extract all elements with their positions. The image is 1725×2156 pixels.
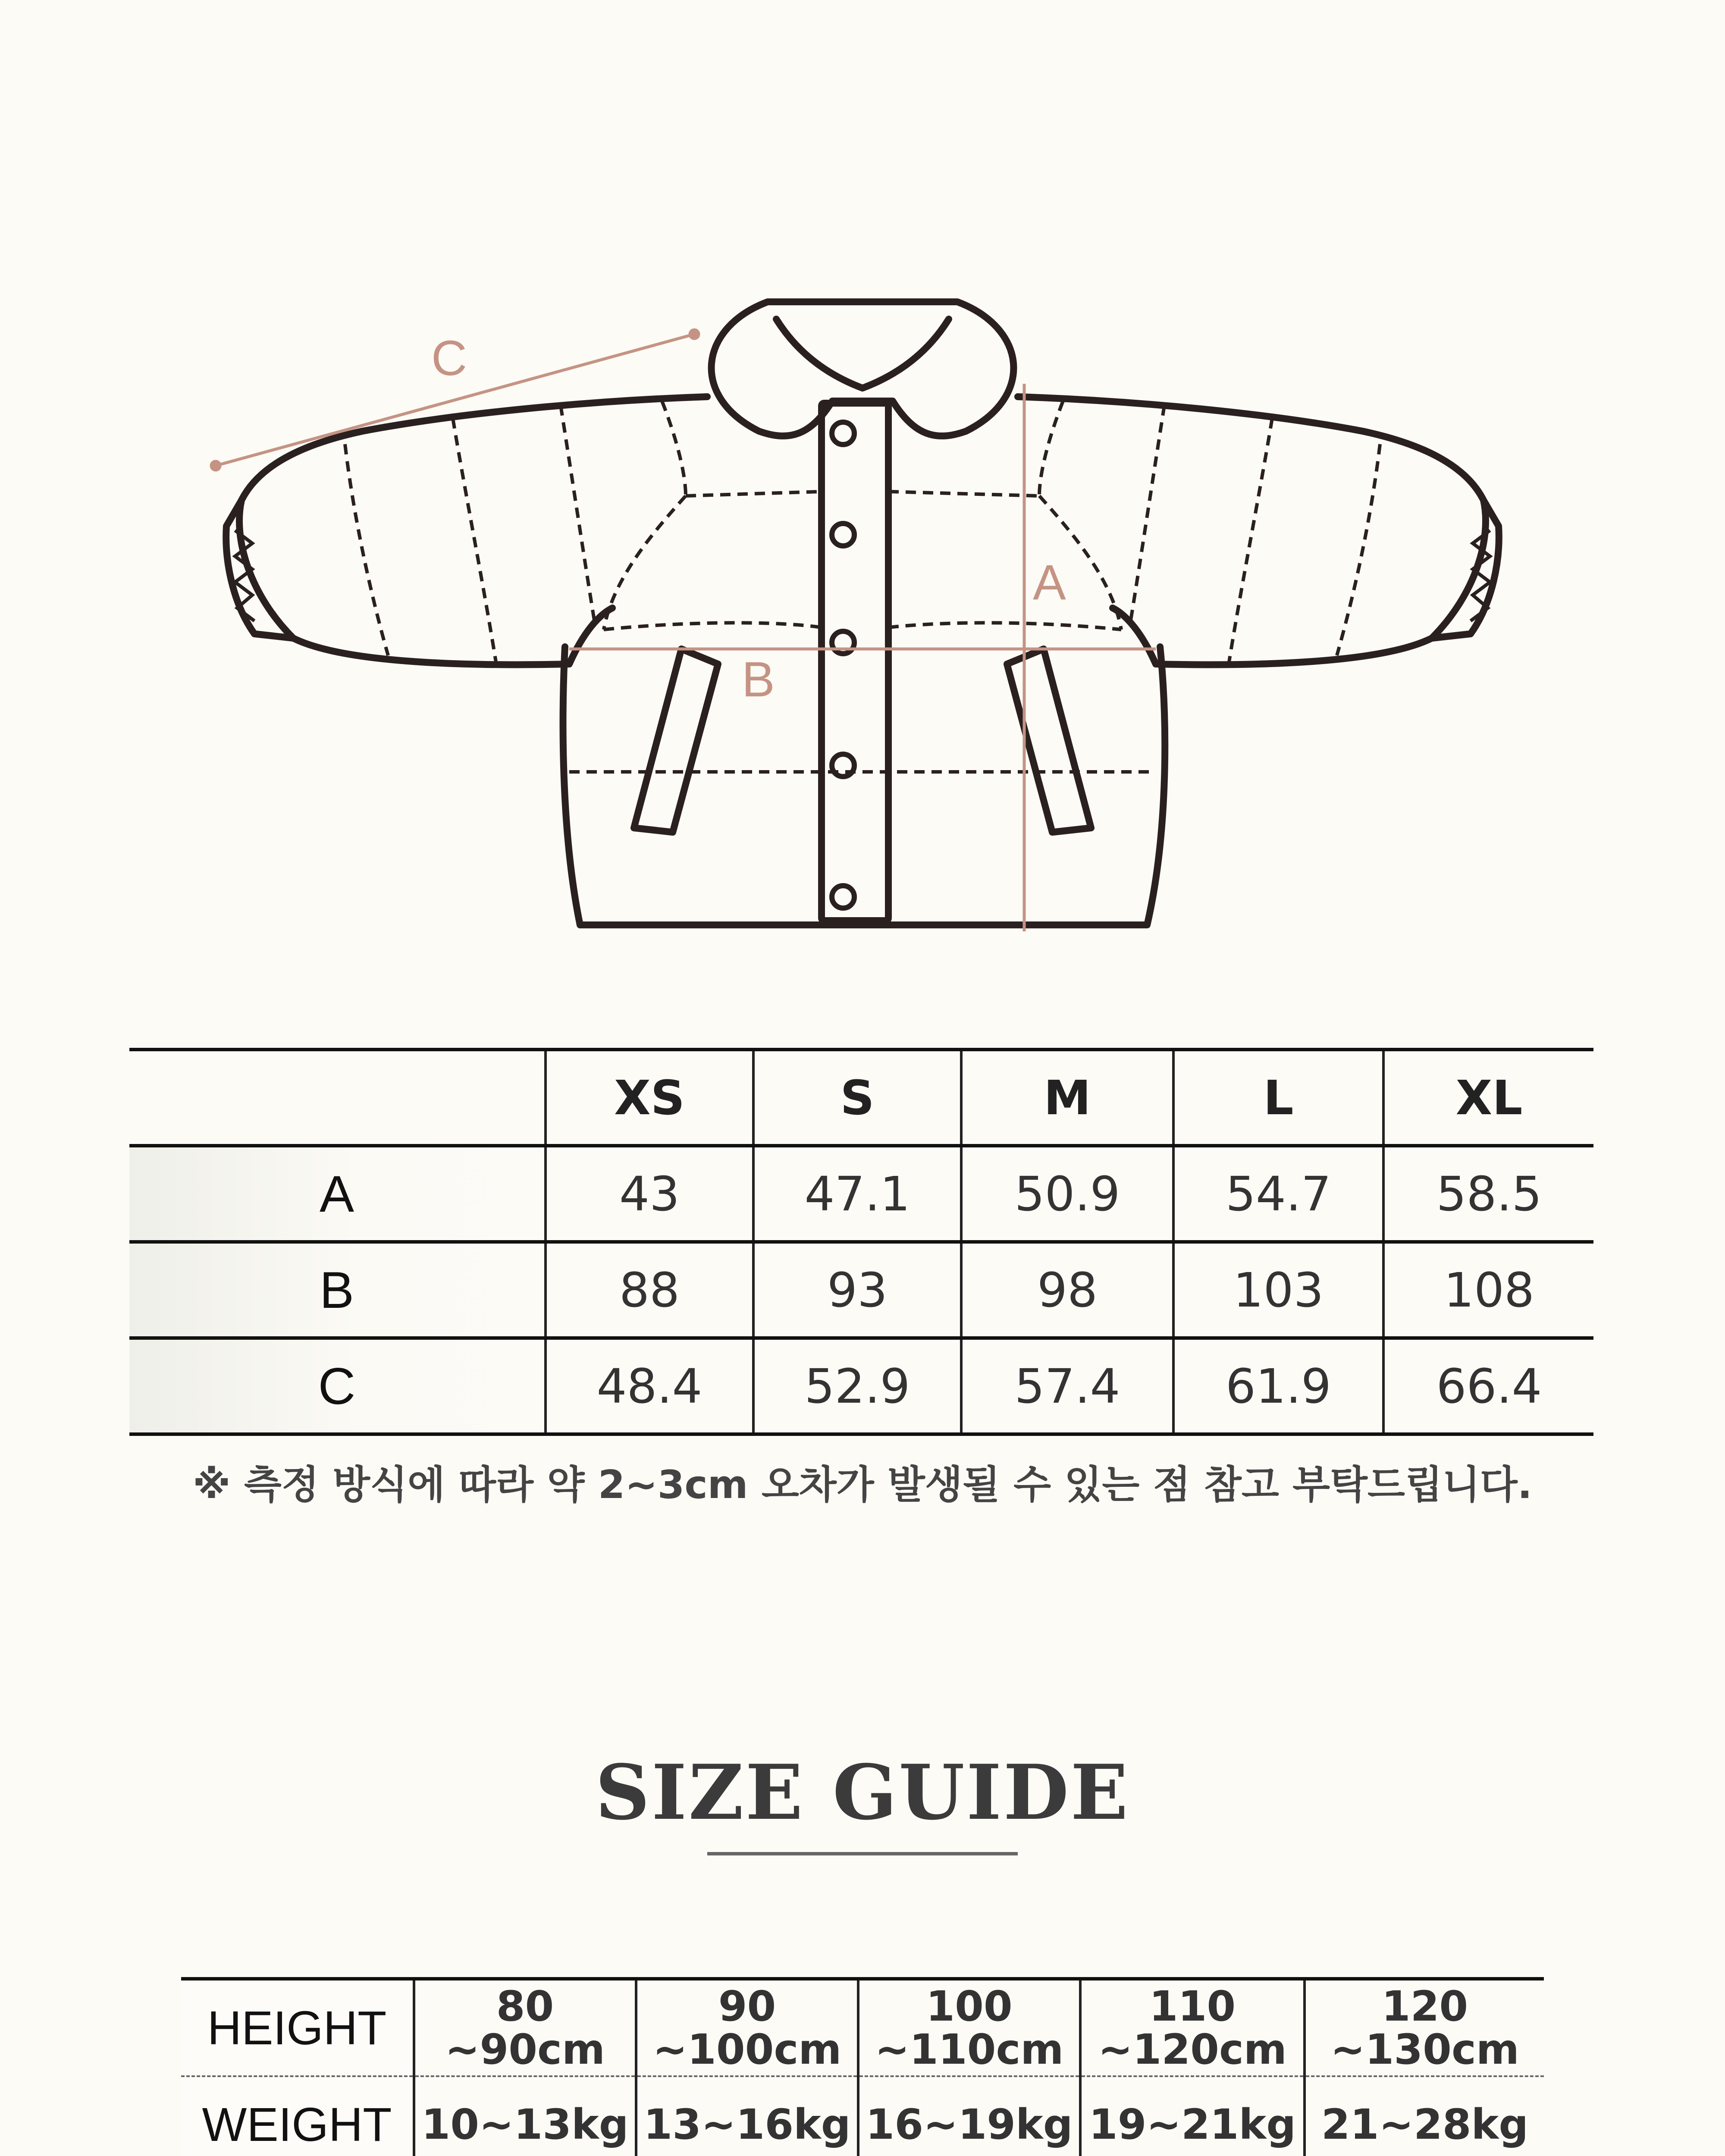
measurement-cell: 43 [546,1146,753,1242]
measurement-row-label: B [129,1242,546,1338]
weight-cell: 19~21kg [1080,2076,1305,2156]
jacket-right-pocket [1007,649,1091,832]
measurement-note: ※ 측정 방식에 따라 약 2~3cm 오차가 발생될 수 있는 점 참고 부탁드립니다. [193,1462,1532,1507]
measurement-cell: 58.5 [1383,1146,1593,1242]
size-guide-row-weight [181,2076,1544,2156]
jacket-collar-inner [776,319,949,388]
weight-cell: 10~13kg [414,2076,636,2156]
size-guide-row-label: HEIGHT [181,1979,414,2076]
measurement-cell: 47.1 [753,1146,961,1242]
measurement-table [129,1048,1593,1436]
measurement-row-c [129,1338,1593,1434]
label-c: C [431,331,467,386]
weight-cell: 16~19kg [858,2076,1080,2156]
button-2 [832,523,854,546]
measurement-cell: 57.4 [961,1338,1173,1434]
jacket-collar-outline [712,302,1014,436]
measurement-header-l: L [1173,1050,1383,1146]
measurement-header-blank [129,1050,546,1146]
size-guide-row-label: WEIGHT [181,2076,414,2156]
size-guide-table [181,1977,1544,2156]
jacket-left-pocket [634,649,718,832]
measurement-header-xl: XL [1383,1050,1593,1146]
measurement-cell: 108 [1383,1242,1593,1338]
height-cell: 120 ~130cm [1305,1979,1544,2076]
measurement-row-a [129,1146,1593,1242]
measurement-cell: 88 [546,1242,753,1338]
jacket-right-sleeve-outline [1018,397,1486,664]
measurement-cell: 66.4 [1383,1338,1593,1434]
measurement-header-m: M [961,1050,1173,1146]
measurement-cell: 61.9 [1173,1338,1383,1434]
measurement-row-b [129,1242,1593,1338]
jacket-diagram [0,0,1725,992]
height-cell: 90 ~100cm [636,1979,858,2076]
measurement-cell: 98 [961,1242,1173,1338]
measurement-row-label: C [129,1338,546,1434]
height-cell: 110 ~120cm [1080,1979,1305,2076]
button-5 [832,886,854,908]
measurement-cell: 48.4 [546,1338,753,1434]
height-cell: 100 ~110cm [858,1979,1080,2076]
label-a: A [1033,555,1066,610]
measurement-header-row [129,1050,1593,1146]
size-guide-title: SIZE GUIDE [595,1749,1130,1837]
measurement-header-xs: XS [546,1050,753,1146]
measurement-cell: 103 [1173,1242,1383,1338]
button-1 [832,422,854,445]
label-b: B [742,652,775,707]
measurement-cell: 54.7 [1173,1146,1383,1242]
weight-cell: 21~28kg [1305,2076,1544,2156]
measurement-row-label: A [129,1146,546,1242]
measurement-cell: 93 [753,1242,961,1338]
jacket-left-sleeve-outline [239,397,707,664]
measurement-cell: 52.9 [753,1338,961,1434]
weight-cell: 13~16kg [636,2076,858,2156]
jacket-placket [822,403,888,921]
size-guide-row-height [181,1979,1544,2076]
measurement-cell: 50.9 [961,1146,1173,1242]
height-cell: 80 ~90cm [414,1979,636,2076]
measurement-header-s: S [753,1050,961,1146]
jacket-body-outline [563,647,1165,925]
size-guide-underline [707,1852,1018,1855]
